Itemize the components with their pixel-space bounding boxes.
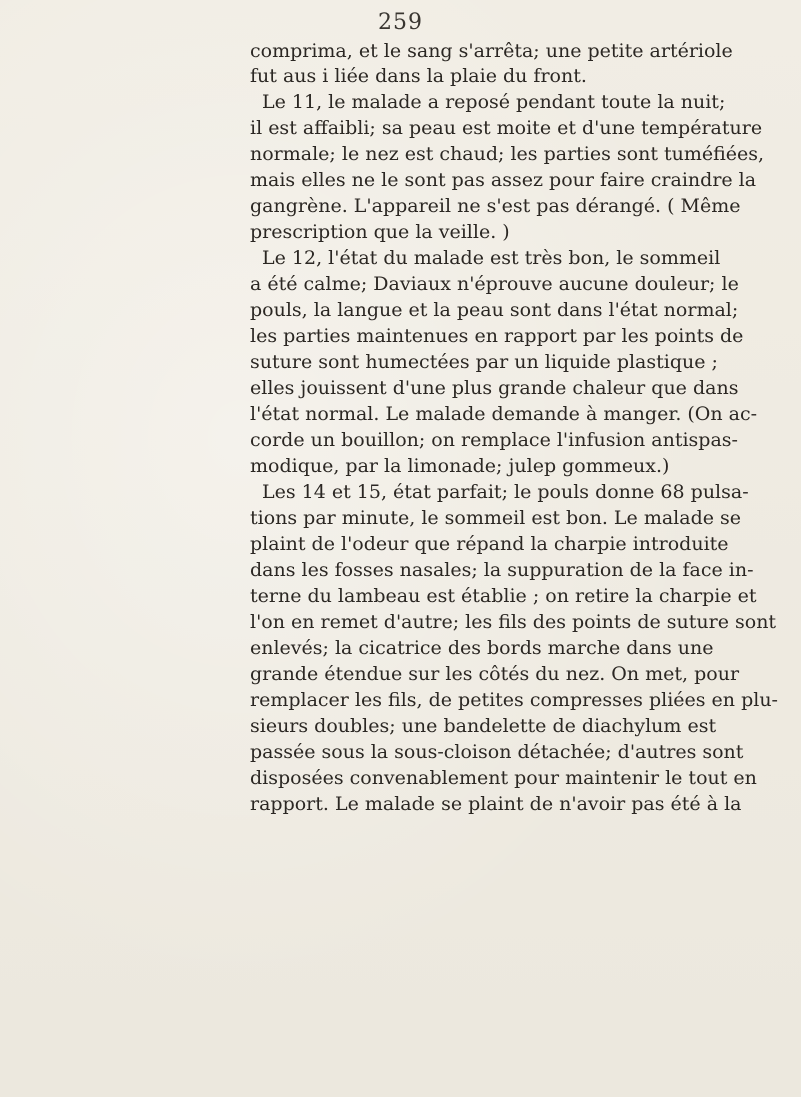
text-line: pouls, la langue et la peau sont dans l'état normal; <box>250 299 739 321</box>
text-line: prescription que la veille. ) <box>250 221 510 243</box>
text-line: grande étendue sur les côtés du nez. On met, pour <box>250 663 740 685</box>
text-line: passée sous la sous-cloison détachée; d'autres sont <box>250 741 744 763</box>
text-line: normale; le nez est chaud; les parties sont tuméfiées, <box>250 143 765 165</box>
text-line: les parties maintenues en rapport par les points de <box>250 325 744 347</box>
text-line: terne du lambeau est établie ; on retire la charpie et <box>250 585 757 607</box>
text-line: tions par minute, le sommeil est bon. Le malade se <box>250 507 742 529</box>
text-line: Le 11, le malade a reposé pendant toute la nuit; <box>262 91 726 113</box>
text-line: modique, par la limonade; julep gommeux.) <box>250 455 670 477</box>
text-line: corde un bouillon; on remplace l'infusion antispas- <box>250 429 738 451</box>
text-line: sieurs doubles; une bandelette de diachylum est <box>250 715 717 737</box>
text-line: comprima, et le sang s'arrêta; une petite artériole <box>250 40 733 62</box>
text-line: enlevés; la cicatrice des bords marche dans une <box>250 637 714 659</box>
text-line: elles jouissent d'une plus grande chaleur que dans <box>250 377 739 399</box>
text-line: mais elles ne le sont pas assez pour faire craindre la <box>250 169 757 191</box>
text-line: l'état normal. Le malade demande à manger. (On ac- <box>250 403 758 425</box>
text-line: l'on en remet d'autre; les fils des points de suture sont <box>250 611 777 633</box>
text-line: Les 14 et 15, état parfait; le pouls donne 68 pulsa- <box>262 481 749 503</box>
text-line: remplacer les fils, de petites compresses pliées en plu- <box>250 689 778 711</box>
text-line: il est affaibli; sa peau est moite et d'une température <box>250 117 763 139</box>
text-line: dans les fosses nasales; la suppuration de la face in- <box>250 559 754 581</box>
text-line: plaint de l'odeur que répand la charpie introduite <box>250 533 729 555</box>
text-line: a été calme; Daviaux n'éprouve aucune douleur; le <box>250 273 739 295</box>
text-line: gangrène. L'appareil ne s'est pas dérangé. ( Même <box>250 195 741 217</box>
text-line: Le 12, l'état du malade est très bon, le sommeil <box>262 247 721 269</box>
text-line: suture sont humectées par un liquide plastique ; <box>250 351 718 373</box>
page-number: 259 <box>378 10 423 35</box>
text-line: disposées convenablement pour maintenir le tout en <box>250 767 757 789</box>
text-line: fut aus i liée dans la plaie du front. <box>250 65 587 87</box>
text-line: rapport. Le malade se plaint de n'avoir pas été à la <box>250 793 742 815</box>
